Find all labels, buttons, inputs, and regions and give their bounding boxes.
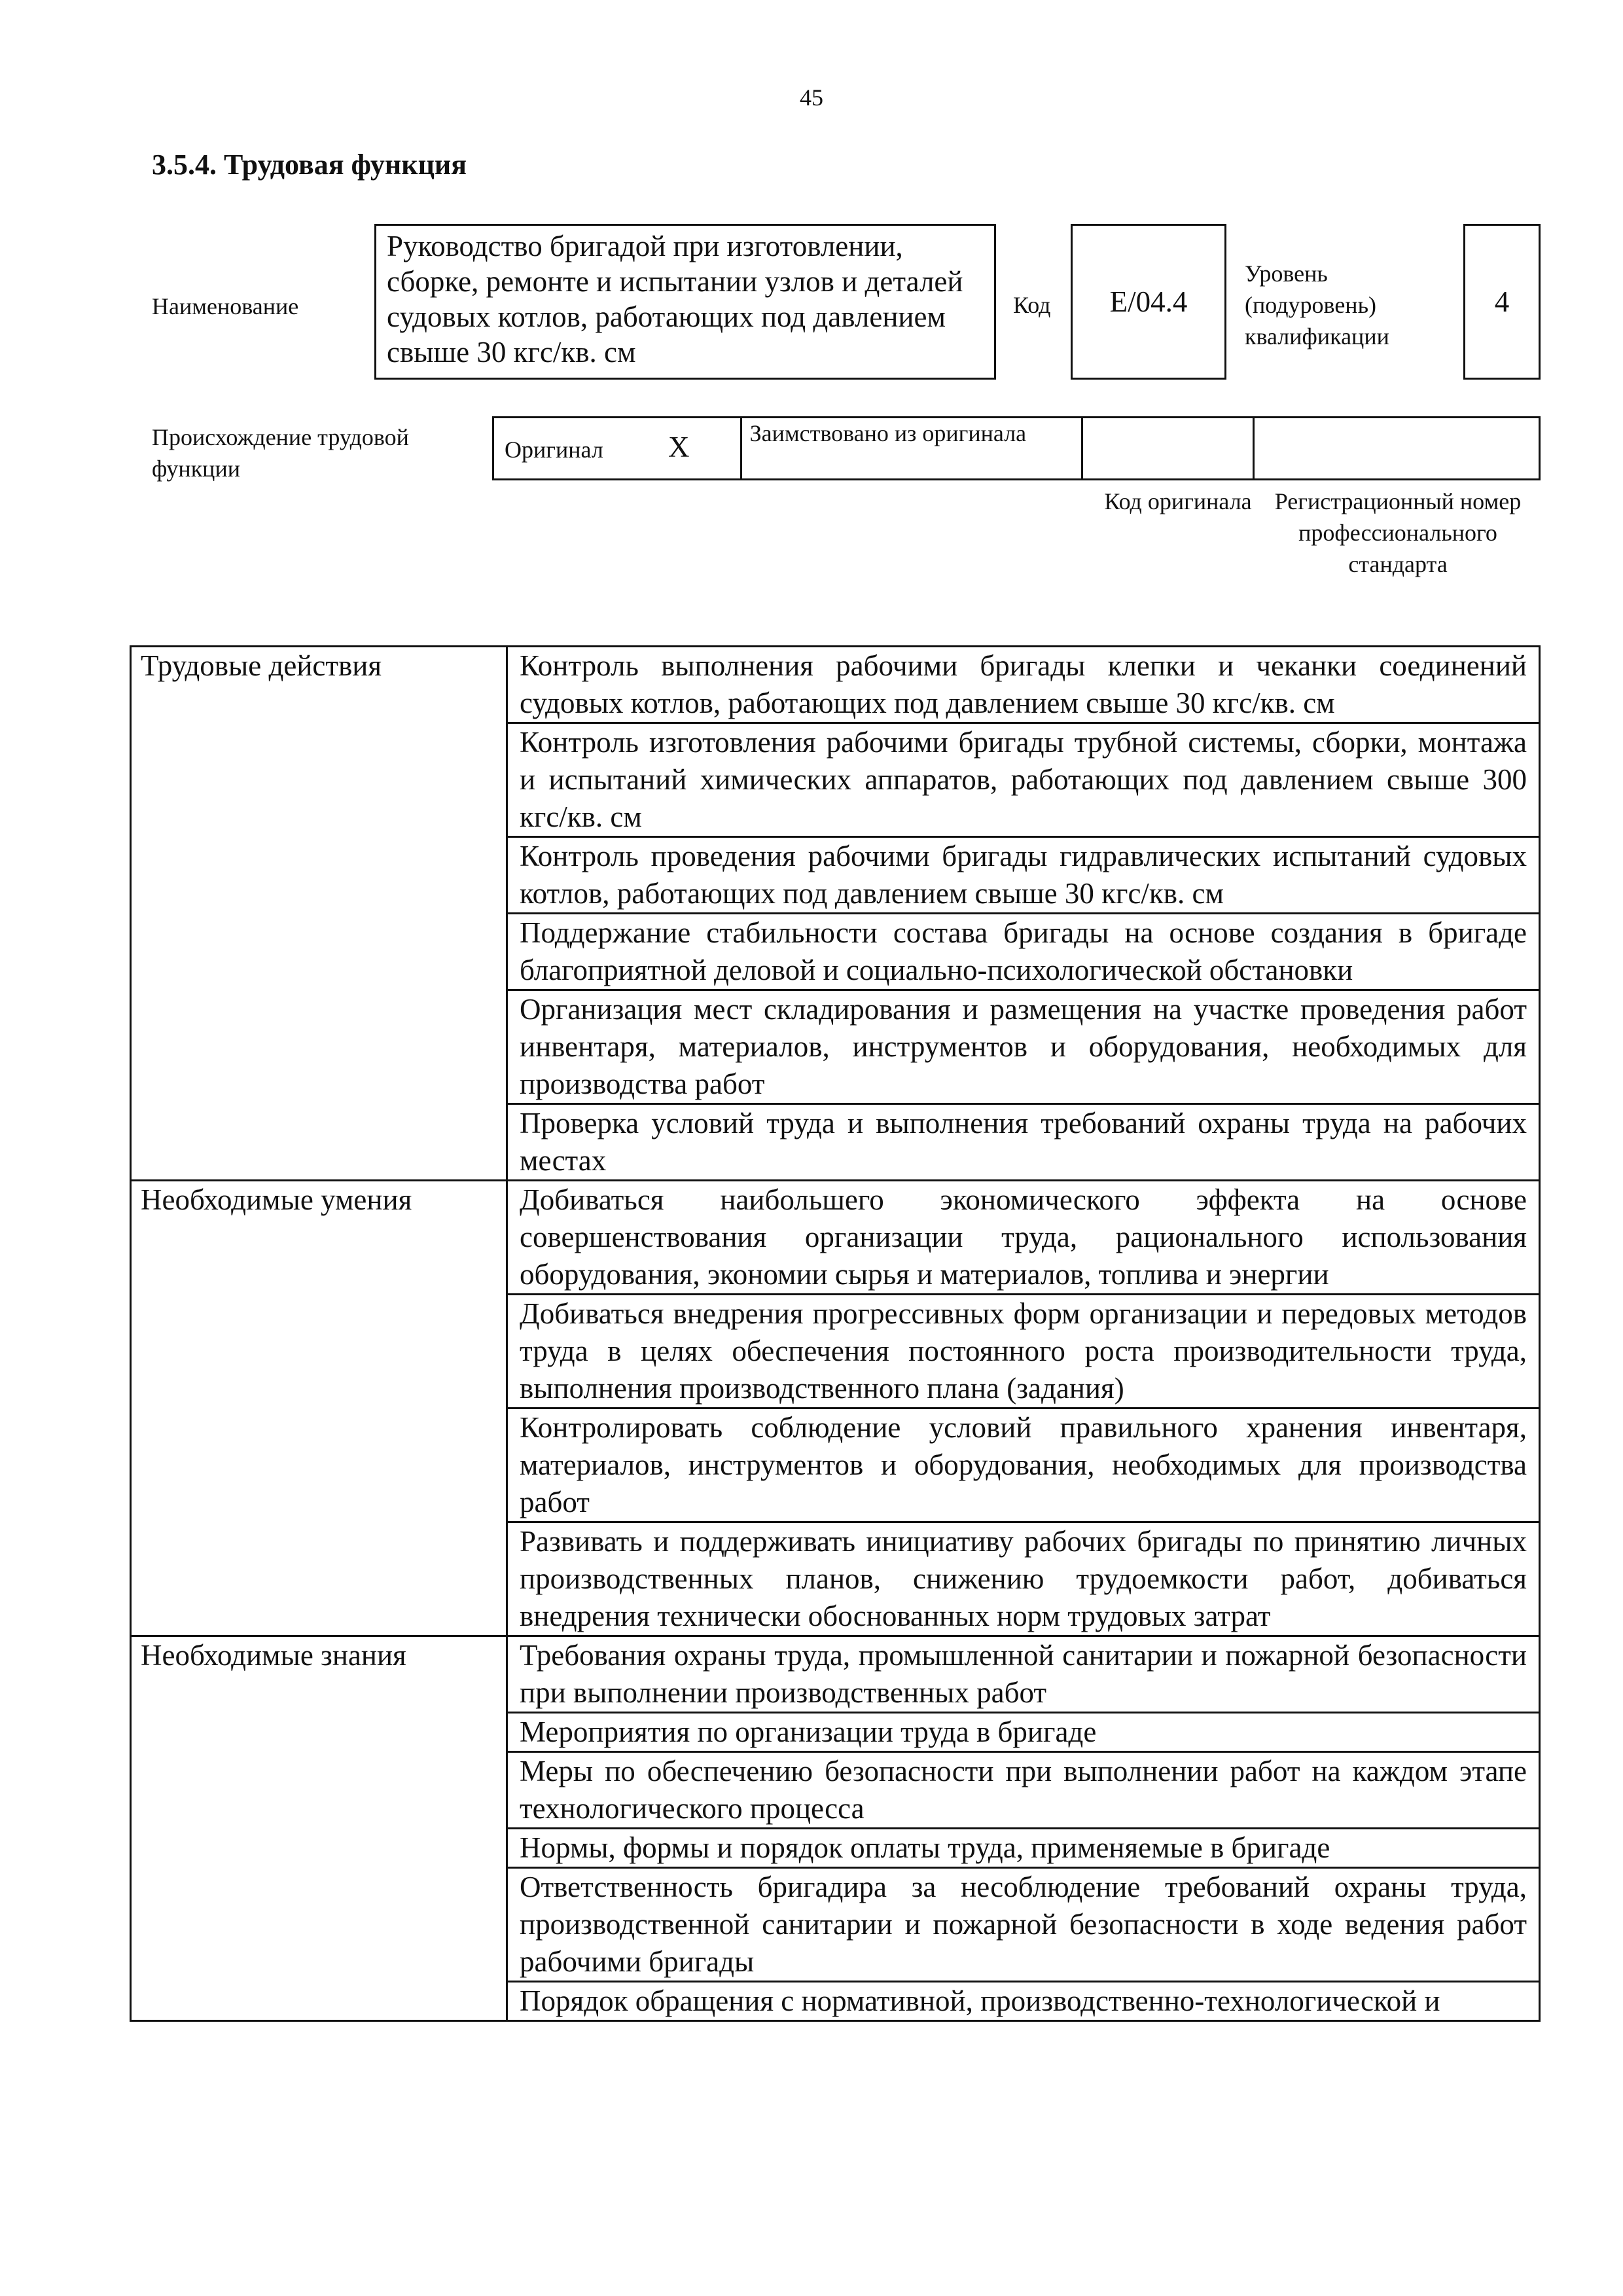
table-row bbox=[131, 1522, 1540, 1636]
name-label: Наименование bbox=[152, 293, 299, 319]
table-row bbox=[131, 1752, 1540, 1829]
origin-reg-cell bbox=[1255, 418, 1539, 478]
table-row bbox=[131, 914, 1540, 990]
function-details-table bbox=[130, 645, 1541, 2022]
original-mark: X bbox=[668, 431, 690, 463]
table-cell: Меры по обеспечению безопасности при выполнении работ на каждом этапе технологического процесса bbox=[507, 1752, 1540, 1829]
table-row bbox=[131, 1982, 1540, 2021]
table-row bbox=[131, 837, 1540, 914]
original-label: Оригинал bbox=[505, 437, 603, 463]
table-row bbox=[131, 1104, 1540, 1181]
table-cell: Ответственность бригадира за несоблюдение требований охраны труда, производственной санитарии и пожарной безопасности в ходе ведения работ рабочими бригады bbox=[507, 1868, 1540, 1982]
category-cell: Необходимые знания bbox=[131, 1636, 507, 1713]
table-row bbox=[131, 647, 1540, 723]
origin-label: Происхождение трудовой функции bbox=[152, 424, 409, 482]
table-row bbox=[131, 1868, 1540, 1982]
table-cell: Порядок обращения с нормативной, производственно-технологической и bbox=[507, 1982, 1540, 2021]
code-value-box: E/04.4 bbox=[1071, 224, 1226, 380]
table-cell: Контроль выполнения рабочими бригады клепки и чеканки соединений судовых котлов, работающих под давлением свыше 30 кгс/кв. см bbox=[507, 647, 1540, 723]
table-cell: Добиваться внедрения прогрессивных форм организации и передовых методов труда в целях обеспечения постоянного роста производительности труда, выполнения производственного плана (задания) bbox=[507, 1295, 1540, 1408]
table-row bbox=[131, 1408, 1540, 1522]
table-row bbox=[131, 1713, 1540, 1752]
function-name-box: Руководство бригадой при изготовлении, сборке, ремонте и испытании узлов и деталей судовых котлов, работающих под давлением свыше 30 кгс/кв. см bbox=[374, 224, 996, 380]
table-cell: Добиваться наибольшего экономического эффекта на основе совершенствования организации труда, рационального использования оборудования, экономии сырья и материалов, топлива и энергии bbox=[507, 1181, 1540, 1295]
level-value-box: 4 bbox=[1463, 224, 1541, 380]
table-row bbox=[131, 1636, 1540, 1713]
table-cell: Развивать и поддерживать инициативу рабочих бригады по принятию личных производственных планов, снижению трудоемкости работ, добиваться внедрения технически обоснованных норм трудовых затрат bbox=[507, 1522, 1540, 1636]
origin-table bbox=[492, 416, 1541, 480]
table-cell: Контроль проведения рабочими бригады гидравлических испытаний судовых котлов, работающих под давлением свыше 30 кгс/кв. см bbox=[507, 837, 1540, 914]
table-cell: Требования охраны труда, промышленной санитарии и пожарной безопасности при выполнении производственных работ bbox=[507, 1636, 1540, 1713]
table-cell: Организация мест складирования и размещения на участке проведения работ инвентаря, материалов, инструментов и оборудования, необходимых для производства работ bbox=[507, 990, 1540, 1104]
table-cell: Мероприятия по организации труда в бригаде bbox=[507, 1713, 1540, 1752]
category-cell: Необходимые умения bbox=[131, 1181, 507, 1295]
table-row bbox=[131, 1295, 1540, 1408]
origin-borrowed-cell: Заимствовано из оригинала bbox=[742, 418, 1083, 478]
level-label: Уровень (подуровень) квалификации bbox=[1245, 260, 1389, 350]
table-cell: Нормы, формы и порядок оплаты труда, применяемые в бригаде bbox=[507, 1829, 1540, 1868]
table-cell: Проверка условий труда и выполнения требований охраны труда на рабочих местах bbox=[507, 1104, 1540, 1181]
table-cell: Контроль изготовления рабочими бригады трубной системы, сборки, монтажа и испытаний химических аппаратов, работающих под давлением свыше 300 кгс/кв. см bbox=[507, 723, 1540, 837]
table-row bbox=[131, 1181, 1540, 1295]
table-row bbox=[131, 723, 1540, 837]
category-cell: Трудовые действия bbox=[131, 647, 507, 723]
table-row bbox=[131, 1829, 1540, 1868]
code-label: Код bbox=[1013, 292, 1051, 318]
origin-code-cell bbox=[1083, 418, 1255, 478]
table-cell: Контролировать соблюдение условий правильного хранения инвентаря, материалов, инструментов и оборудования, необходимых для производства работ bbox=[507, 1408, 1540, 1522]
page-number: 45 bbox=[800, 84, 823, 111]
table-row bbox=[131, 990, 1540, 1104]
reg-number-caption: Регистрационный номер профессионального стандарта bbox=[1274, 488, 1522, 577]
origin-original-cell bbox=[494, 418, 742, 478]
table-cell: Поддержание стабильности состава бригады на основе создания в бригаде благоприятной деловой и социально-психологической обстановки bbox=[507, 914, 1540, 990]
code-original-caption: Код оригинала bbox=[1104, 488, 1252, 514]
section-title: 3.5.4. Трудовая функция bbox=[152, 149, 467, 181]
